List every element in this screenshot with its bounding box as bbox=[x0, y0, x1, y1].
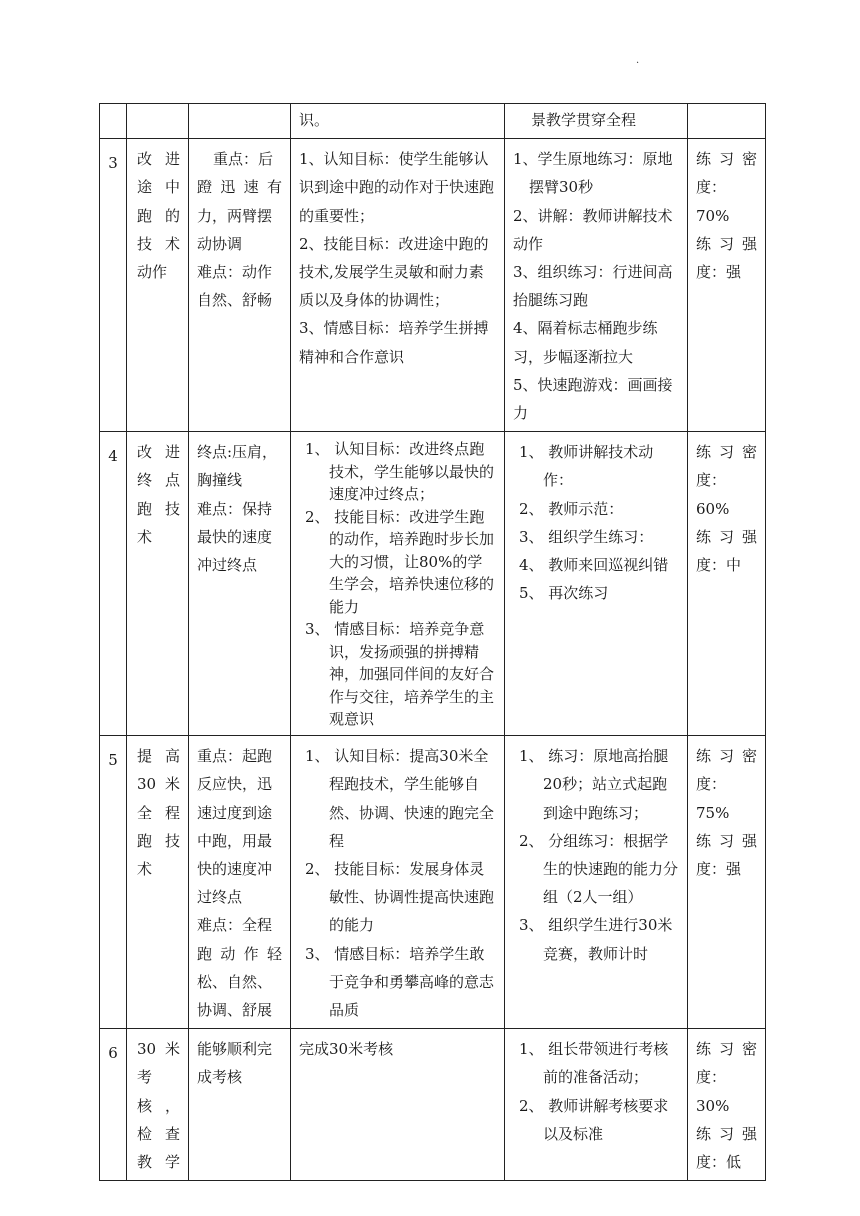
topic-cell bbox=[127, 139, 189, 432]
number-cell: 3 bbox=[100, 139, 127, 432]
density-line: 度：30% bbox=[696, 1068, 730, 1115]
keypoints-cell bbox=[189, 104, 291, 139]
density-line: 度：强 bbox=[696, 263, 742, 282]
keypoints-cell bbox=[189, 736, 291, 1029]
keypoint-line: 力，两臂摆 bbox=[197, 206, 273, 225]
methods-cell bbox=[505, 1029, 688, 1181]
methods-cell bbox=[505, 104, 688, 139]
method-item: 3、 组织学生练习： bbox=[519, 527, 654, 546]
topic-line: 术 bbox=[137, 527, 153, 546]
density-line: 度：60% bbox=[696, 471, 730, 518]
density-line: 练习密 bbox=[696, 443, 757, 462]
objectives-cell bbox=[291, 1029, 505, 1181]
objective-item: 2、 技能目标：发展身体灵敏性、协调性提高快速跑的能力 bbox=[305, 860, 495, 935]
topic-line: 检查 bbox=[137, 1124, 180, 1143]
keypoint-line: 自然、舒畅 bbox=[197, 291, 273, 310]
objective-item: 2、技能目标：改进途中跑的技术,发展学生灵敏和耐力素质以及身体的协调性； bbox=[299, 234, 489, 310]
keypoint-line: 难点：保持 bbox=[197, 499, 273, 518]
keypoint-line: 协调、舒展 bbox=[197, 1001, 273, 1020]
method-item: 1、 练习：原地高抬腿20秒；站立式起跑到途中跑练习； bbox=[519, 747, 669, 822]
objectives-text: 识。 bbox=[299, 111, 330, 129]
topic-line: 改进 bbox=[137, 443, 180, 462]
keypoint-line: 中跑，用最 bbox=[197, 831, 273, 850]
topic-line: 终点 bbox=[137, 471, 180, 490]
methods-cell bbox=[505, 139, 688, 432]
method-item: 1、 组长带领进行考核前的准备活动； bbox=[519, 1040, 669, 1087]
keypoints-cell bbox=[189, 139, 291, 432]
density-line: 度：中 bbox=[696, 556, 742, 575]
topic-line: 技术 bbox=[137, 234, 180, 253]
density-line: 练习密 bbox=[696, 747, 757, 766]
keypoints-cell bbox=[189, 432, 291, 736]
keypoint-line: 快的速度冲 bbox=[197, 860, 273, 879]
number-cell: 4 bbox=[100, 432, 127, 736]
keypoint-line: 终点:压肩， bbox=[197, 443, 278, 462]
number-cell: 6 bbox=[100, 1029, 127, 1181]
topic-cell bbox=[127, 1029, 189, 1181]
objective-item: 1、 认知目标：改进终点跑技术，学生能够以最快的速度冲过终点； bbox=[305, 440, 495, 504]
page-marker: · bbox=[636, 58, 640, 69]
keypoints-cell bbox=[189, 1029, 291, 1181]
topic-cell bbox=[127, 736, 189, 1029]
density-line: 练习强 bbox=[696, 527, 757, 546]
keypoint-line: 蹬迅速有 bbox=[197, 178, 282, 197]
density-line: 度：低 bbox=[696, 1153, 742, 1172]
topic-line: 教学 bbox=[137, 1153, 180, 1172]
table-row bbox=[100, 139, 766, 432]
keypoint-line: 速过度到途 bbox=[197, 803, 273, 822]
density-line: 练习密 bbox=[696, 1040, 757, 1059]
topic-line: 30米 bbox=[137, 775, 180, 794]
density-line: 练习强 bbox=[696, 1124, 757, 1143]
topic-line: 改进 bbox=[137, 150, 180, 169]
method-item: 2、 教师示范： bbox=[519, 499, 624, 518]
method-item: 1、学生原地练习：原地摆臂30秒 bbox=[513, 150, 673, 197]
keypoint-line: 重点：起跑 bbox=[197, 747, 273, 766]
method-item: 3、 组织学生进行30米竞赛，教师计时 bbox=[519, 916, 673, 963]
method-item: 5、 再次练习 bbox=[519, 584, 609, 603]
method-item: 2、 教师讲解考核要求以及标准 bbox=[519, 1096, 669, 1143]
objective-item: 2、 技能目标：改进学生跑的动作，培养跑时步长加大的习惯，让80%的学生学会，培养快速位移的能力 bbox=[305, 507, 495, 616]
objectives-cell bbox=[291, 432, 505, 736]
objective-item: 3、 情感目标：培养学生敢于竞争和勇攀高峰的意志品质 bbox=[305, 944, 495, 1020]
keypoint-line: 难点：动作 bbox=[197, 263, 273, 282]
keypoint-line: 难点：全程 bbox=[197, 916, 273, 935]
method-item: 3、组织练习：行进间高抬腿练习跑 bbox=[513, 263, 673, 310]
method-item: 4、 教师来回巡视纠错 bbox=[519, 556, 669, 575]
density-line: 度：70% bbox=[696, 178, 730, 225]
methods-cell bbox=[505, 736, 688, 1029]
keypoint-line: 松、自然、 bbox=[197, 972, 273, 991]
methods-text: 景教学贯穿全程 bbox=[531, 111, 637, 129]
density-line: 练习密 bbox=[696, 150, 757, 169]
topic-line: 跑的 bbox=[137, 206, 180, 225]
number-cell bbox=[100, 104, 127, 139]
method-item: 4、隔着标志桶跑步练习，步幅逐渐拉大 bbox=[513, 319, 658, 366]
objectives-cell bbox=[291, 736, 505, 1029]
objectives-cell bbox=[291, 139, 505, 432]
objective-item: 完成30米考核 bbox=[299, 1040, 394, 1059]
lesson-plan-table bbox=[99, 103, 766, 1181]
keypoint-line: 能够顺利完 bbox=[197, 1040, 273, 1059]
keypoint-line: 最快的速度 bbox=[197, 527, 273, 546]
objective-item: 3、情感目标：培养学生拼搏精神和合作意识 bbox=[299, 319, 489, 366]
table-row bbox=[100, 432, 766, 736]
method-item: 2、 分组练习：根据学生的快速跑的能力分组（2人一组） bbox=[519, 831, 679, 907]
topic-line: 考核， bbox=[137, 1068, 180, 1115]
topic-line: 术 bbox=[137, 860, 153, 879]
topic-cell bbox=[127, 432, 189, 736]
keypoint-line: 胸撞线 bbox=[197, 471, 243, 490]
density-cell bbox=[688, 104, 766, 139]
topic-cell bbox=[127, 104, 189, 139]
density-line: 练习强 bbox=[696, 234, 757, 253]
number-cell: 5 bbox=[100, 736, 127, 1029]
topic-line: 30米 bbox=[137, 1040, 180, 1059]
methods-cell bbox=[505, 432, 688, 736]
topic-line: 跑技 bbox=[137, 499, 180, 518]
density-line: 度：强 bbox=[696, 860, 742, 879]
density-line: 练习强 bbox=[696, 831, 757, 850]
keypoint-line: 重点：后 bbox=[213, 150, 274, 169]
topic-line: 提高 bbox=[137, 747, 180, 766]
table-row bbox=[100, 104, 766, 139]
topic-line: 跑技 bbox=[137, 831, 180, 850]
objective-item: 1、 认知目标：提高30米全程跑技术，学生能够自然、协调、快速的跑完全程 bbox=[305, 747, 495, 850]
density-cell bbox=[688, 139, 766, 432]
method-item: 5、快速跑游戏：画画接力 bbox=[513, 375, 673, 423]
density-line: 度：75% bbox=[696, 775, 730, 822]
density-cell bbox=[688, 1029, 766, 1181]
topic-line: 途中 bbox=[137, 178, 180, 197]
objectives-cell bbox=[291, 104, 505, 139]
objective-item: 3、 情感目标：培养竞争意识，发扬顽强的拼搏精神，加强同伴间的友好合作与交往，培养学生的主观意识 bbox=[305, 620, 495, 729]
keypoint-line: 跑动作轻 bbox=[197, 944, 282, 963]
method-item: 1、 教师讲解技术动作： bbox=[519, 443, 654, 490]
keypoint-line: 冲过终点 bbox=[197, 556, 258, 575]
table-row bbox=[100, 736, 766, 1029]
topic-line: 动作 bbox=[137, 263, 168, 282]
keypoint-line: 反应快，迅 bbox=[197, 775, 273, 794]
method-item: 2、讲解：教师讲解技术动作 bbox=[513, 206, 673, 253]
density-cell bbox=[688, 736, 766, 1029]
keypoint-line: 动协调 bbox=[197, 234, 243, 253]
keypoint-line: 成考核 bbox=[197, 1068, 243, 1087]
keypoint-line: 过终点 bbox=[197, 888, 243, 907]
table-row bbox=[100, 1029, 766, 1181]
objective-item: 1、认知目标：使学生能够认识到途中跑的动作对于快速跑的重要性； bbox=[299, 150, 495, 225]
density-cell bbox=[688, 432, 766, 736]
topic-line: 全程 bbox=[137, 803, 180, 822]
